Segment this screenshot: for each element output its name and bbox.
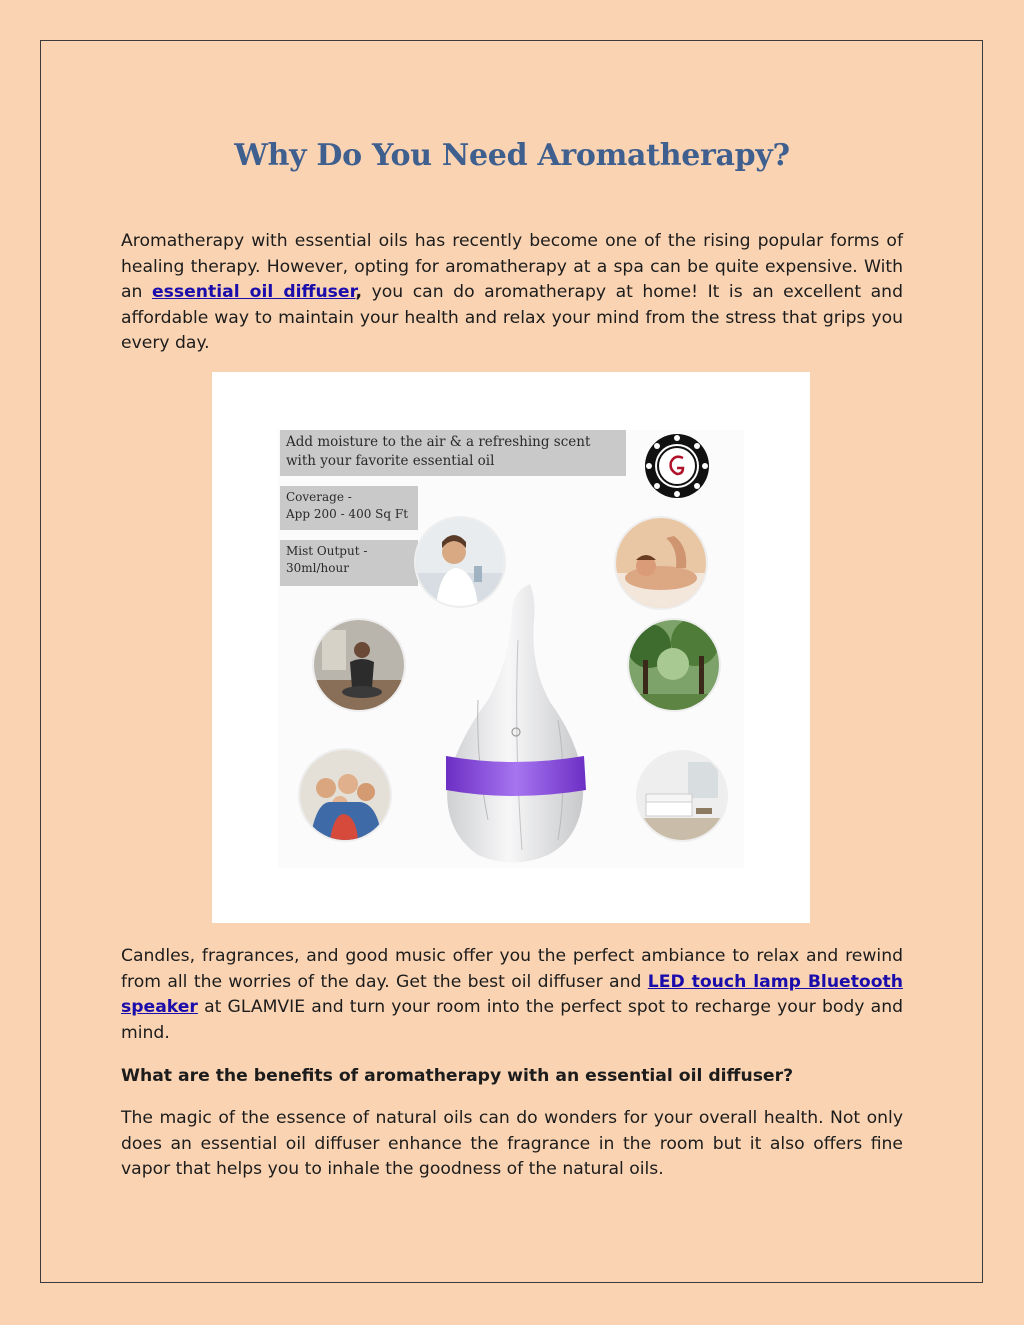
mist-output-value: 30ml/hour — [286, 561, 349, 575]
intro-paragraph — [121, 229, 903, 357]
forest-photo — [629, 620, 719, 710]
ambiance-text-end: at GLAMVIE and turn your room into the perfect spot to recharge your body and mind. — [121, 997, 903, 1043]
coverage-label: Coverage - — [286, 490, 352, 504]
ambiance-text-start: Candles, fragrances, and good music offer you the perfect ambiance to relax and rewind from all the worries of the day. Get the best oil diffuser and — [121, 946, 903, 992]
living-room-photo — [638, 752, 726, 840]
intro-text-end: you can do aromatherapy at home! It is an excellent and affordable way to maintain your health and relax your mind from the stress that grips you every day. — [121, 282, 903, 353]
yoga-photo — [314, 620, 404, 710]
intro-link-comma: , — [355, 282, 363, 302]
page-title: Why Do You Need Aromatherapy? — [234, 138, 790, 173]
mist-output-label: Mist Output - — [286, 544, 368, 558]
product-card — [278, 430, 744, 868]
spa-massage-photo — [616, 518, 706, 608]
product-image — [212, 372, 810, 923]
coverage-value: App 200 - 400 Sq Ft — [286, 507, 409, 521]
essential-oil-diffuser-link[interactable]: essential oil diffuser — [151, 282, 356, 302]
family-photo — [300, 750, 390, 840]
mist-output-box — [280, 540, 418, 586]
headline-box: Add moisture to the air & a refreshing scent with your favorite essential oil — [280, 430, 626, 476]
benefits-heading: What are the benefits of aromatherapy with an essential oil diffuser? — [121, 1066, 794, 1086]
led-touch-lamp-link[interactable]: LED touch lamp Bluetooth speaker — [121, 971, 903, 1017]
coverage-box — [280, 486, 418, 530]
brand-logo-icon — [643, 432, 711, 500]
benefits-paragraph: The magic of the essence of natural oils can do wonders for your overall health. Not only does an essential oil diffuser enhance the fragrance in the room but it also offers fine vapor that helps you to inhale the goodness of the natural oils. — [121, 1108, 903, 1179]
ambiance-paragraph — [121, 944, 903, 1046]
intro-text-start: Aromatherapy with essential oils has recently become one of the rising popular forms of healing therapy. However, opting for aromatherapy at a spa can be quite expensive. With an — [121, 231, 903, 302]
diffuser-product-icon — [418, 580, 608, 870]
